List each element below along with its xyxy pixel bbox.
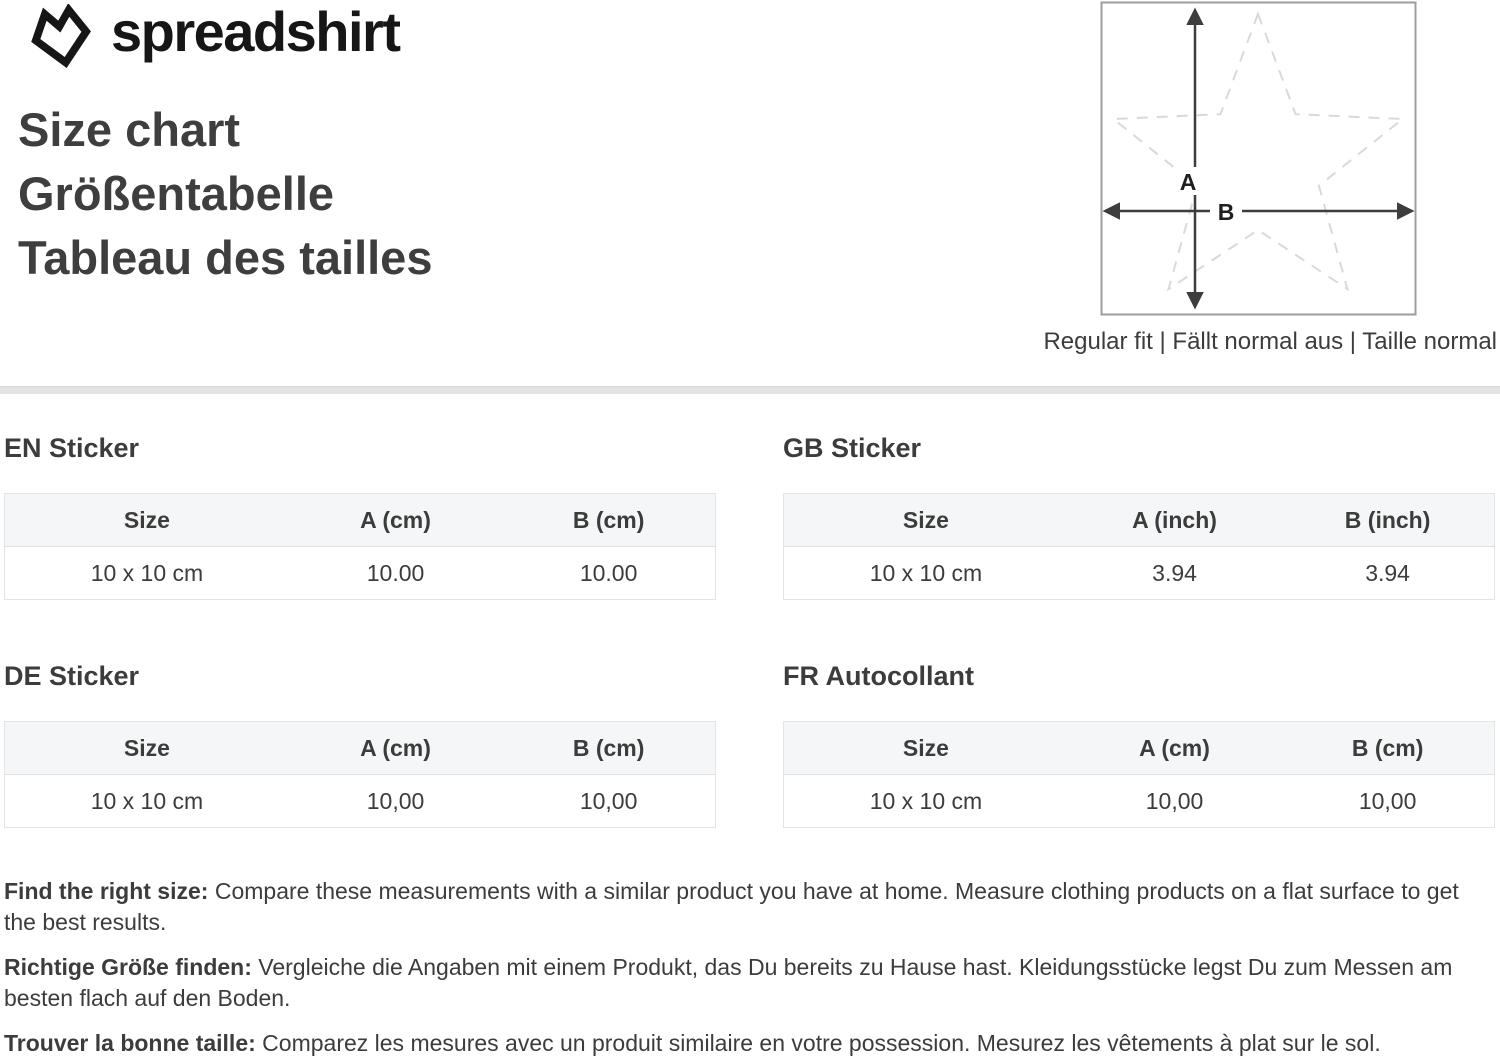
size-table-section-fr [783, 658, 1495, 828]
help-text-fr: Comparez les mesures avec un produit similaire en votre possession. Mesurez les vêtements à plat sur le sol. [255, 1030, 1381, 1056]
table-row [5, 775, 716, 828]
diagram-box [1102, 3, 1416, 315]
column-header-a: A (inch) [1068, 494, 1281, 547]
size-table-section-en [4, 430, 716, 600]
help-paragraph-fr [4, 1028, 1496, 1059]
cell-a: 10,00 [1068, 775, 1281, 828]
size-table-en [4, 493, 716, 600]
page-title [18, 98, 432, 290]
dimension-label-b: B [1217, 199, 1235, 225]
brand-wordmark: spreadshirt [111, 0, 400, 63]
star-measurement-illustration [1100, 1, 1417, 316]
table-title-fr: FR Autocollant [783, 661, 974, 691]
help-text-en: Compare these measurements with a similar product you have at home. Measure clothing products on a flat surface to get the best results. [4, 878, 1459, 935]
column-header-size: Size [784, 722, 1068, 775]
measurement-diagram [1100, 1, 1417, 316]
column-header-b: B (cm) [502, 722, 715, 775]
section-divider [0, 386, 1500, 394]
dimension-label-a: A [1179, 169, 1197, 195]
column-header-size: Size [784, 494, 1068, 547]
table-header-row [784, 494, 1495, 547]
fit-caption: Regular fit | Fällt normal aus | Taille normal [1043, 328, 1497, 355]
help-text-de: Vergleiche die Angaben mit einem Produkt, das Du bereits zu Hause hast. Kleidungsstücke legst Du zum Messen am besten flach auf den Boden. [4, 954, 1453, 1011]
help-label-en: Find the right size: [4, 878, 209, 904]
cell-a: 3.94 [1068, 547, 1281, 600]
cell-b: 10,00 [502, 775, 715, 828]
size-table-fr [783, 721, 1495, 828]
column-header-b: B (cm) [1281, 722, 1494, 775]
page-title-en: Size chart [18, 103, 241, 156]
table-title-de: DE Sticker [4, 661, 140, 691]
help-label-de: Richtige Größe finden: [4, 954, 252, 980]
size-table-gb [783, 493, 1495, 600]
cell-size: 10 x 10 cm [784, 547, 1068, 600]
table-header-row [784, 722, 1495, 775]
spreadshirt-logo [25, 0, 400, 68]
cell-size: 10 x 10 cm [5, 547, 289, 600]
size-table-section-de [4, 658, 716, 828]
table-row [5, 547, 716, 600]
table-header-row [5, 494, 716, 547]
page-title-de: Größentabelle [18, 167, 335, 220]
column-header-b: B (inch) [1281, 494, 1494, 547]
column-header-a: A (cm) [289, 494, 502, 547]
column-header-size: Size [5, 494, 289, 547]
table-title-gb: GB Sticker [783, 433, 922, 463]
table-row [784, 775, 1495, 828]
column-header-b: B (cm) [502, 494, 715, 547]
help-label-fr: Trouver la bonne taille: [4, 1030, 256, 1056]
table-title-en: EN Sticker [4, 433, 140, 463]
cell-a: 10,00 [289, 775, 502, 828]
cell-b: 10.00 [502, 547, 715, 600]
cell-size: 10 x 10 cm [5, 775, 289, 828]
column-header-size: Size [5, 722, 289, 775]
column-header-a: A (cm) [1068, 722, 1281, 775]
cell-b: 10,00 [1281, 775, 1494, 828]
help-paragraph-en [4, 876, 1496, 938]
table-header-row [5, 722, 716, 775]
sizing-help-text [4, 876, 1496, 1059]
cell-b: 3.94 [1281, 547, 1494, 600]
size-table-section-gb [783, 430, 1495, 600]
spreadshirt-heart-icon [25, 4, 97, 68]
column-header-a: A (cm) [289, 722, 502, 775]
size-table-de [4, 721, 716, 828]
cell-a: 10.00 [289, 547, 502, 600]
help-paragraph-de [4, 952, 1496, 1014]
table-row [784, 547, 1495, 600]
page-title-fr: Tableau des tailles [18, 231, 433, 284]
cell-size: 10 x 10 cm [784, 775, 1068, 828]
